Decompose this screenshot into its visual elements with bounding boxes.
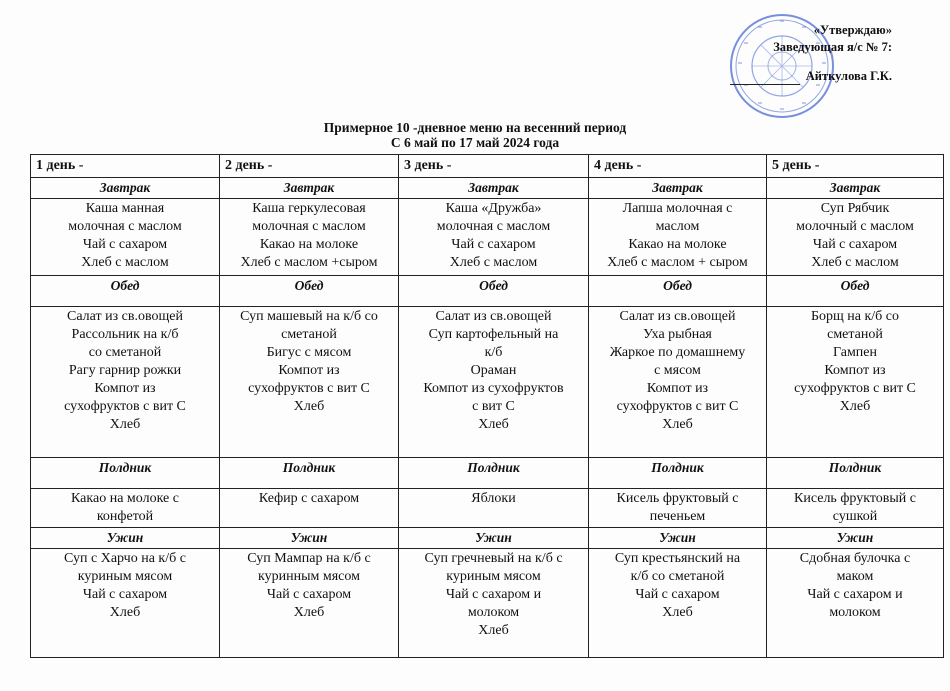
- dish-line: Хлеб: [662, 417, 693, 432]
- meal-header-row: [31, 276, 944, 307]
- meal-label: Полдник: [767, 458, 944, 489]
- dish-line: сметаной: [281, 327, 337, 342]
- day-header: 4 день -: [589, 155, 767, 178]
- dish-line: Хлеб: [839, 399, 871, 414]
- dish-line: Каша «Дружба»: [445, 201, 542, 216]
- dish-line: Суп с Харчо на к/б с: [64, 551, 186, 566]
- dish-line: Салат из св.овощей: [435, 309, 552, 324]
- days-header-row: [31, 155, 944, 178]
- menu-cell: [31, 549, 220, 658]
- dish-line: с мясом: [654, 363, 701, 378]
- meal-header-row: [31, 178, 944, 199]
- menu-cell: [767, 549, 944, 658]
- dish-line: Лапша молочная с: [622, 201, 733, 216]
- meal-items-row: [31, 489, 944, 528]
- day-header: 2 день -: [220, 155, 399, 178]
- dish-line: Компот из: [824, 363, 886, 378]
- meal-label: Ужин: [589, 528, 767, 549]
- dish-line: молочная с маслом: [252, 219, 366, 234]
- dish-line: Суп Мампар на к/б с: [247, 551, 371, 566]
- menu-cell: [399, 307, 589, 458]
- dish-line: маслом: [655, 219, 700, 234]
- dish-line: к/б: [484, 345, 503, 360]
- dish-line: Компот из: [646, 381, 709, 396]
- dish-line: Кефир с сахаром: [258, 491, 360, 506]
- meal-label: Ужин: [220, 528, 399, 549]
- meal-label: Завтрак: [399, 178, 589, 199]
- meal-label: Обед: [589, 276, 767, 307]
- dish-line: Каша геркулесовая: [252, 201, 366, 216]
- dish-line: Какао на молоке: [259, 237, 359, 252]
- dish-line: Хлеб: [109, 605, 141, 620]
- dish-line: Хлеб: [293, 399, 325, 414]
- dish-line: Чай с сахаром и: [445, 587, 542, 602]
- meal-label: Обед: [220, 276, 399, 307]
- approval-position: Заведующая я/с № 7:: [773, 40, 892, 54]
- dish-line: Хлеб: [478, 417, 509, 432]
- meal-label: Полдник: [399, 458, 589, 489]
- dish-line: Рассольник на к/б: [71, 327, 179, 342]
- dish-line: Компот из: [94, 381, 156, 396]
- dish-line: маком: [836, 569, 874, 584]
- menu-cell: [399, 489, 589, 528]
- dish-line: Уха рыбная: [643, 327, 712, 342]
- dish-line: Компот из: [278, 363, 340, 378]
- meal-label: Обед: [767, 276, 944, 307]
- dish-line: молочная с маслом: [436, 219, 551, 234]
- menu-cell: [220, 489, 399, 528]
- dish-line: молоком: [467, 605, 520, 620]
- meal-label: Ужин: [399, 528, 589, 549]
- dish-line: Чай с сахаром: [812, 237, 898, 252]
- dish-line: Салат из св.овощей: [619, 309, 736, 324]
- dish-line: Суп картофельный на: [428, 327, 559, 342]
- meal-label: Обед: [31, 276, 220, 307]
- menu-table: [30, 154, 944, 658]
- dish-line: Кисель фруктовый с: [794, 491, 916, 506]
- dish-line: Хлеб с маслом +сыром: [240, 255, 378, 270]
- approval-heading: «Утверждаю»: [813, 23, 892, 37]
- meal-label: Полдник: [589, 458, 767, 489]
- menu-cell: [31, 489, 220, 528]
- dish-line: сухофруктов с вит С: [248, 381, 370, 396]
- dish-line: куриным мясом: [446, 569, 541, 584]
- meal-label: Завтрак: [589, 178, 767, 199]
- dish-line: Сдобная булочка с: [799, 551, 911, 566]
- dish-line: Чай с сахаром: [451, 237, 536, 252]
- dish-line: Хлеб: [662, 605, 693, 620]
- dish-line: Суп Рябчик: [820, 201, 890, 216]
- menu-cell: [220, 199, 399, 276]
- meal-label: Полдник: [31, 458, 220, 489]
- dish-line: молочная с маслом: [68, 219, 182, 234]
- meal-label: Завтрак: [31, 178, 220, 199]
- meal-label: Полдник: [220, 458, 399, 489]
- dish-line: сушкой: [832, 509, 878, 524]
- dish-line: Хлеб с маслом: [81, 255, 169, 270]
- menu-cell: [589, 489, 767, 528]
- meal-items-row: [31, 307, 944, 458]
- meal-header-row: [31, 528, 944, 549]
- dish-line: Компот из сухофруктов: [423, 381, 564, 396]
- dish-line: Какао на молоке: [628, 237, 727, 252]
- meal-items-row: [31, 199, 944, 276]
- dish-line: Ораман: [470, 363, 517, 378]
- dish-line: Хлеб: [478, 623, 509, 638]
- menu-cell: [767, 307, 944, 458]
- dish-line: Рагу гарнир рожки: [68, 363, 182, 378]
- dish-line: Гампен: [832, 345, 878, 360]
- approval-name: Айткулова Г.К.: [805, 69, 892, 83]
- dish-line: куриным мясом: [77, 569, 173, 584]
- meal-header-row: [31, 458, 944, 489]
- dish-line: конфетой: [96, 509, 154, 524]
- menu-cell: [220, 549, 399, 658]
- menu-cell: [399, 549, 589, 658]
- dish-line: Салат из св.овощей: [67, 309, 183, 324]
- dish-line: сухофруктов с вит С: [794, 381, 916, 396]
- signature-line: [730, 84, 800, 85]
- dish-line: Суп гречневый на к/б с: [424, 551, 563, 566]
- dish-line: сметаной: [827, 327, 883, 342]
- dish-line: Каша манная: [85, 201, 165, 216]
- dish-line: Хлеб: [109, 417, 141, 432]
- dish-line: Хлеб с маслом: [811, 255, 899, 270]
- menu-cell: [767, 199, 944, 276]
- menu-title: [0, 120, 950, 150]
- menu-cell: [589, 307, 767, 458]
- dish-line: сухофруктов с вит С: [64, 399, 186, 414]
- meal-label: Ужин: [31, 528, 220, 549]
- dish-line: Хлеб с маслом: [449, 255, 538, 270]
- dish-line: Чай с сахаром и: [807, 587, 903, 602]
- menu-cell: [589, 199, 767, 276]
- menu-cell: [31, 199, 220, 276]
- dish-line: Борщ на к/б со: [810, 309, 900, 324]
- dish-line: Хлеб: [293, 605, 325, 620]
- dish-line: куринным мясом: [258, 569, 360, 584]
- day-header: 5 день -: [767, 155, 944, 178]
- menu-cell: [31, 307, 220, 458]
- dish-line: Чай с сахаром: [82, 237, 168, 252]
- menu-cell: [399, 199, 589, 276]
- day-header: 3 день -: [399, 155, 589, 178]
- dish-line: Какао на молоке с: [71, 491, 179, 506]
- dish-line: Чай с сахаром: [266, 587, 352, 602]
- meal-label: Ужин: [767, 528, 944, 549]
- menu-cell: [589, 549, 767, 658]
- dish-line: Кисель фруктовый с: [616, 491, 739, 506]
- dish-line: Суп машевый на к/б со: [240, 309, 378, 324]
- dish-line: Яблоки: [471, 491, 516, 506]
- dish-line: печеньем: [649, 509, 706, 524]
- menu-cell: [767, 489, 944, 528]
- approval-block: [730, 22, 892, 85]
- dish-line: Бигус с мясом: [266, 345, 352, 360]
- meal-label: Завтрак: [767, 178, 944, 199]
- dish-line: со сметаной: [88, 345, 162, 360]
- dish-line: сухофруктов с вит С: [616, 399, 739, 414]
- dish-line: Чай с сахаром: [82, 587, 168, 602]
- dish-line: Чай с сахаром: [635, 587, 720, 602]
- dish-line: молочный с маслом: [796, 219, 914, 234]
- day-header: 1 день -: [31, 155, 220, 178]
- dish-line: Суп крестьянский на: [614, 551, 741, 566]
- dish-line: с вит С: [472, 399, 515, 414]
- dish-line: Жаркое по домашнему: [609, 345, 746, 360]
- meal-items-row: [31, 549, 944, 658]
- approval-signature-row: [730, 68, 892, 85]
- menu-title-line2: С 6 май по 17 май 2024 года: [390, 135, 560, 150]
- menu-title-line1: Примерное 10 -дневное меню на весенний период: [323, 120, 627, 135]
- dish-line: Хлеб с маслом + сыром: [607, 255, 748, 270]
- dish-line: молоком: [829, 605, 881, 620]
- menu-cell: [220, 307, 399, 458]
- dish-line: к/б со сметаной: [630, 569, 725, 584]
- meal-label: Обед: [399, 276, 589, 307]
- meal-label: Завтрак: [220, 178, 399, 199]
